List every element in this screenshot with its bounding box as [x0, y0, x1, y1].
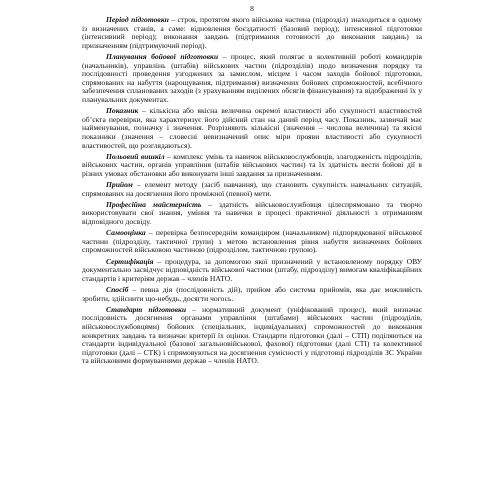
definition-term: Показник: [106, 106, 139, 116]
definition-text: – комплекс умінь та навичок військовослужбовців, злагодженість підрозділів, військових частин, органів управління (штабів військових частин) та їх здатність вести бойові дії в різних умовах обстановки або виконувати інші завдання за призначенням.: [82, 151, 422, 178]
definition-text: – процес, який полягає в колективній роботі командирів (начальників), управлінь (штабів) військових частин (підрозділів) щодо визначення порядку та послідовності проведення узгоджених за замислом, місцем і часом заходів бойової підготовки, спрямованих на набуття (нарощування, підтримання) визначених бойових спроможностей, всебічного забезпечення спланованих заходів (з урахуванням виділених обсягів фінансування) та відображенні їх у планувальних документах.: [82, 51, 422, 104]
definition-text: – певна дія (послідовність дій), прийом або система прийомів, яка дає можливість зробити, здійснити що-небудь, досягти чогось.: [82, 284, 422, 303]
page-number: 8: [250, 4, 254, 13]
definition-entry: [82, 286, 422, 303]
definition-text: – перевірка безпосереднім командиром (начальником) підпорядкованої військової частини (підрозділу, тактичної групи) з метою встановлення рівня набуття визначених бойових спроможностей військовою частиною (підрозділом, тактичною групою).: [82, 228, 422, 255]
definition-text: – строк, протягом якого військова частина (підрозділ) знаходиться в одному із визначених станів, а саме: відновлення боєздатності (базовий період); інтенсивної підготовки (інтенсивний період); виконання завдань (підтримання готовності до виконання завдань) за призначенням (підтримуючий період).: [82, 15, 422, 50]
definition-text: – здатність військовослужбовця цілеспрямовано та творчо використовувати свої знання, уміння та навички в процесі практичної діяльності з отриманням відповідного досвіду.: [82, 199, 422, 227]
definition-entry: [82, 107, 422, 150]
definition-entry: [82, 16, 422, 50]
definition-entry: [82, 229, 422, 255]
definition-entry: [82, 201, 422, 227]
definition-text: – елемент методу (засіб навчання), що становить сукупність навчальних ситуацій, спрямованих на досягнення його проміжної (певної) мети.: [82, 180, 422, 198]
definition-term: Стандарт підготовки: [106, 304, 187, 314]
definition-entry: [82, 258, 422, 284]
definition-entry: [82, 53, 422, 105]
definition-term: Період підготовки: [106, 15, 169, 24]
definition-term: Планування бойової підготовки: [106, 51, 219, 61]
definition-entry: [82, 181, 422, 198]
definition-text: – нормативний документ (уніфікований процес), який визначає послідовність досягнення органами управління (штабами) військових частин (підрозділів, військовослужбовцями) бойових (спеціальних, індивідуальних) спроможностей до виконання конкретних завдань та визначає критерії їх оцінки. Стандарти підготовки (далі – СТП) поділяються на стандарти індивідуальної (базової загальновійськової, фахової) підготовки (далі СТІ) та колективної підготовки (далі – СТК) і спрямовуються на досягнення сумісності у підготовці підрозділів ЗС України та військовими формуваннями держав – членів НАТО.: [82, 304, 422, 366]
definition-entry: [82, 153, 422, 179]
definition-term: Спосіб: [106, 284, 129, 294]
definition-text: – кількісна або якісна величина окремої властивості або сукупності властивостей об’єкта перевірки, яка характеризує його дійсний стан на даний період часу. Показник, зазвичай має найменування, позначку і значення. Розрізняють кількісні (значення – числова величина) та якісні показники (значення – словесні невизначений опис міри прояви властивості або сукупності властивостей, що розглядаються).: [82, 106, 422, 150]
definition-term: Професійна майстерність: [106, 199, 202, 209]
definition-text: – процедура, за допомогою якої призначений у встановленому порядку ОВУ документально засвідчує відповідність військової частини (штабу, підрозділу) вимогам кваліфікаційних стандартів і критеріям держав – членів НАТО.: [82, 256, 422, 283]
definition-term: Польовий вишкіл: [106, 151, 165, 161]
definition-term: Сертифікація: [106, 256, 154, 266]
definition-entry: [82, 306, 422, 366]
definition-term: Самооцінка: [106, 228, 146, 238]
definition-term: Прийом: [106, 180, 133, 190]
